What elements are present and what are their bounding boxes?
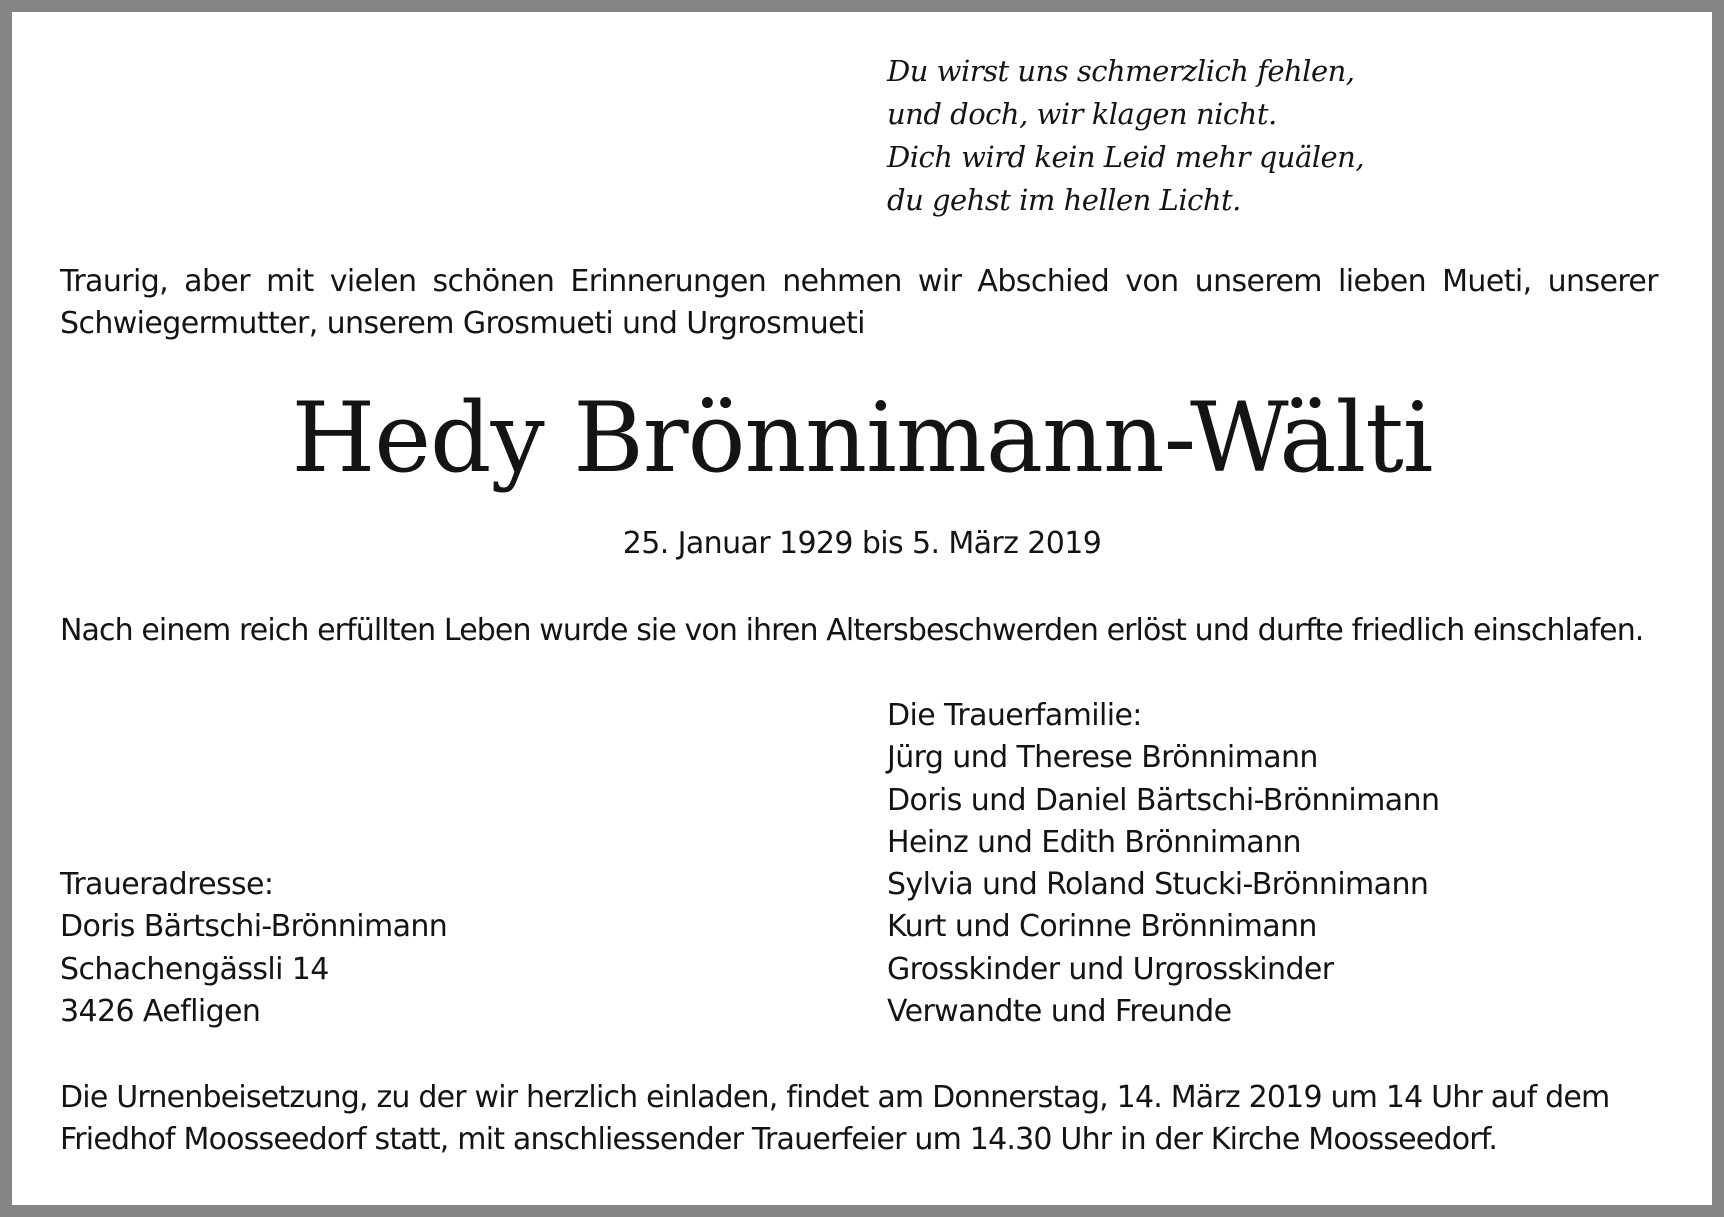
funeral-details — [60, 1077, 1658, 1161]
funeral-line: Friedhof Moosseedorf statt, mit anschliessender Trauerfeier um 14.30 Uhr in der Kirche Moosseedorf. — [60, 1122, 1498, 1157]
deceased-name: Hedy Brönnimann-Wälti — [291, 382, 1433, 494]
family-member: Sylvia und Roland Stucki-Brönnimann — [887, 867, 1429, 903]
poem-line: und doch, wir klagen nicht. — [887, 97, 1277, 131]
memorial-poem — [887, 50, 1364, 222]
poem-line: Du wirst uns schmerzlich fehlen, — [887, 54, 1355, 88]
family-list — [887, 695, 1439, 1033]
family-member: Doris und Daniel Bärtschi-Brönnimann — [887, 782, 1440, 818]
life-dates: 25. Januar 1929 bis 5. März 2019 — [622, 526, 1102, 561]
family-member: Heinz und Edith Brönnimann — [887, 824, 1301, 860]
funeral-line: Die Urnenbeisetzung, zu der wir herzlich einladen, findet am Donnerstag, 14. März 2019 um 14 Uhr auf dem — [60, 1080, 1610, 1115]
closing-statement: Nach einem reich erfüllten Leben wurde sie von ihren Altersbeschwerden erlöst und durfte friedlich einschlafen. — [60, 613, 1644, 648]
address-heading: Traueradresse: — [60, 867, 274, 902]
family-member: Kurt und Corinne Brönnimann — [887, 909, 1317, 945]
family-member: Grosskinder und Urgrosskinder — [887, 951, 1334, 987]
address-city: 3426 Aefligen — [60, 993, 261, 1029]
intro-paragraph — [60, 261, 1658, 345]
poem-line: du gehst im hellen Licht. — [887, 183, 1241, 217]
poem-line: Dich wird kein Leid mehr quälen, — [887, 140, 1365, 174]
intro-line: Schwiegermutter, unserem Grosmueti und Urgrosmueti — [60, 306, 865, 341]
address-street: Schachengässli 14 — [60, 951, 329, 987]
mourning-address — [60, 864, 447, 1033]
family-member: Verwandte und Freunde — [887, 994, 1232, 1030]
obituary-notice — [12, 12, 1712, 1205]
intro-line: Traurig, aber mit vielen schönen Erinnerungen nehmen wir Abschied von unserem lieben Mueti, unserer — [60, 264, 1658, 299]
family-member: Jürg und Therese Brönnimann — [887, 740, 1318, 776]
family-heading: Die Trauerfamilie: — [887, 698, 1142, 733]
address-name: Doris Bärtschi-Brönnimann — [60, 909, 448, 945]
